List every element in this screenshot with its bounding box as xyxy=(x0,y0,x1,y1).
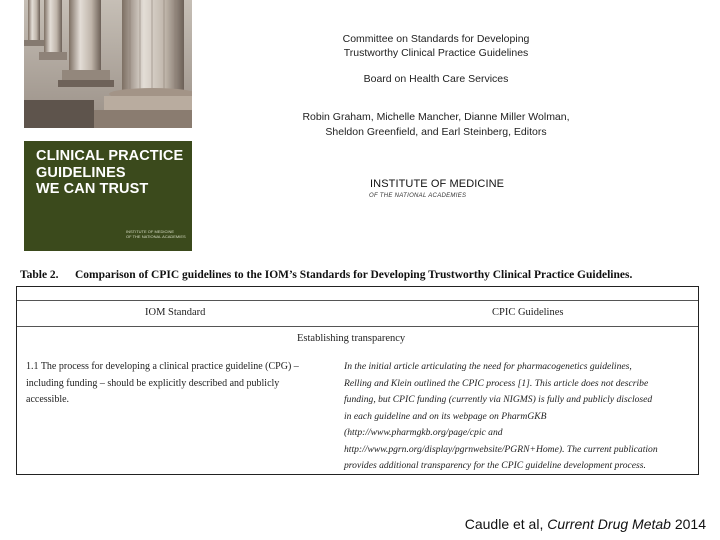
table-label: Table 2. xyxy=(20,269,59,281)
institute-name: INSTITUTE OF MEDICINE xyxy=(370,178,505,190)
cover-imprint: INSTITUTE OF MEDICINE OF THE NATIONAL ACADEMIES xyxy=(126,229,186,239)
editors-list: Robin Graham, Michelle Mancher, Dianne Miller Wolman, Sheldon Greenfield, and Earl Steinberg, Editors xyxy=(302,111,570,138)
comparison-table xyxy=(16,286,699,475)
citation-journal: Current Drug Metab xyxy=(547,516,671,532)
table-section-label: Establishing transparency xyxy=(297,333,406,344)
citation xyxy=(465,516,706,532)
table-header-iom-standard: IOM Standard xyxy=(145,307,206,318)
table-header-cpic-guidelines: CPIC Guidelines xyxy=(492,307,564,318)
table-caption-text: Comparison of CPIC guidelines to the IOM’s Standards for Developing Trustworthy Clinical Practice Guidelines. xyxy=(75,269,633,281)
citation-year: 2014 xyxy=(670,516,706,532)
committee-name: Committee on Standards for Developing Trustworthy Clinical Practice Guidelines xyxy=(342,33,530,59)
cover-title-panel xyxy=(24,141,192,251)
table-caption xyxy=(20,269,700,281)
table-rule-header xyxy=(17,326,698,327)
board-name: Board on Health Care Services xyxy=(363,73,509,85)
citation-authors: Caudle et al, xyxy=(464,516,548,532)
table-rule-top xyxy=(17,300,698,301)
cover-title: CLINICAL PRACTICE GUIDELINES WE CAN TRUST xyxy=(36,148,184,197)
cover-photo xyxy=(24,0,192,128)
columns-illustration xyxy=(24,0,192,128)
institute-subtitle: OF THE NATIONAL ACADEMIES xyxy=(369,193,467,199)
table-cell-standard: 1.1 The process for developing a clinical practice guideline (CPG) – including funding – should be explicitly described and publicly accessible. xyxy=(26,361,299,405)
table-cell-cpic: In the initial article articulating the need for pharmacogenetics guidelines, Relling and Klein outlined the CPIC process [1]. This article does not describe funding, but CPIC funding (currently via NIGMS) is fully and publicly disclosed in each guideline and on its webpage on PharmGKB (http://www.pharmgkb.org/page/cpic and http://www.pgrn.org/display/pgrnwebsite/PGRN+Home). The current publication provides additional transparency for the CPIC guideline development process. xyxy=(344,361,658,471)
